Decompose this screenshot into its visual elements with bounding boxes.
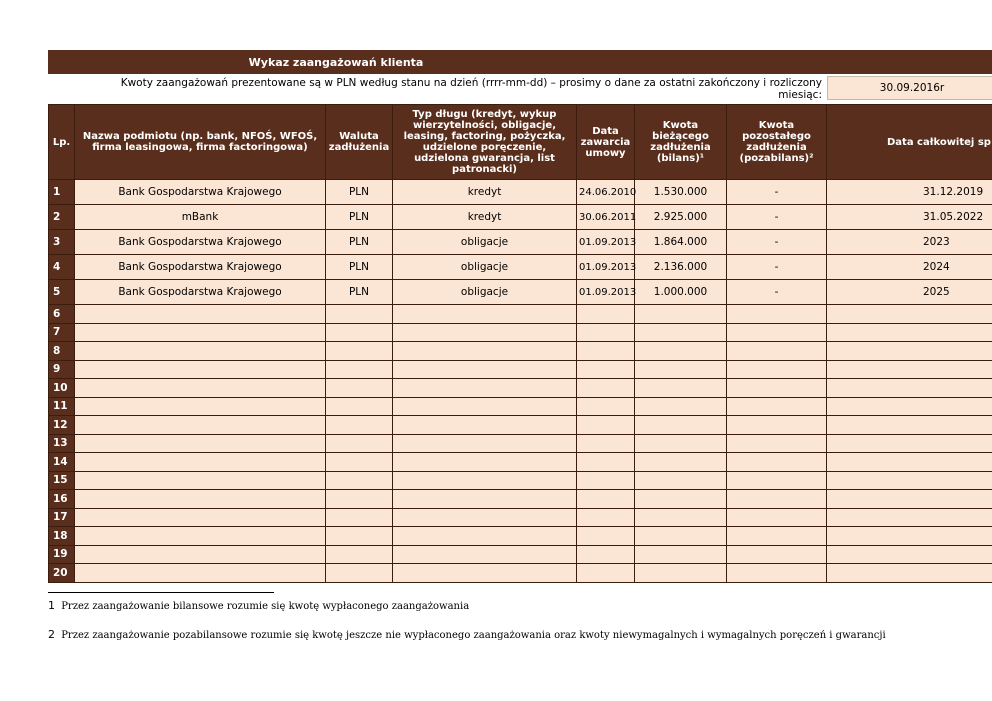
current-amount-cell[interactable] — [635, 360, 727, 379]
contract-date-cell[interactable] — [577, 323, 635, 342]
table-row — [49, 490, 992, 509]
row-number-cell: 16 — [49, 490, 75, 509]
remaining-amount-cell[interactable] — [727, 508, 827, 527]
currency-cell[interactable] — [326, 453, 393, 472]
row-number-cell: 6 — [49, 305, 75, 324]
remaining-amount-cell[interactable] — [727, 453, 827, 472]
currency-cell[interactable] — [326, 527, 393, 546]
contract-date-cell[interactable] — [577, 397, 635, 416]
contract-date-cell[interactable]: 24.06.2010 — [577, 180, 635, 205]
currency-cell[interactable] — [326, 545, 393, 564]
current-amount-cell[interactable] — [635, 545, 727, 564]
currency-cell[interactable]: PLN — [326, 255, 393, 280]
contract-date-cell[interactable] — [577, 490, 635, 509]
entity-cell[interactable] — [75, 453, 326, 472]
current-amount-cell[interactable] — [635, 397, 727, 416]
final-date-cell[interactable]: 2025 — [827, 280, 992, 305]
entity-cell[interactable] — [75, 323, 326, 342]
row-number-cell: 18 — [49, 527, 75, 546]
contract-date-cell[interactable] — [577, 416, 635, 435]
currency-cell[interactable] — [326, 471, 393, 490]
footnote-text: Przez zaangażowanie bilansowe rozumie się kwotę wypłaconego zaangażowania — [61, 601, 470, 612]
currency-cell[interactable] — [326, 397, 393, 416]
remaining-amount-cell[interactable]: - — [727, 180, 827, 205]
table-row — [49, 230, 992, 255]
row-number-cell: 20 — [49, 564, 75, 583]
entity-cell[interactable] — [75, 508, 326, 527]
entity-cell[interactable] — [75, 360, 326, 379]
debt-type-cell[interactable] — [393, 527, 577, 546]
table-row — [49, 180, 992, 205]
entity-cell[interactable] — [75, 397, 326, 416]
current-amount-cell[interactable] — [635, 416, 727, 435]
remaining-amount-cell[interactable] — [727, 397, 827, 416]
remaining-amount-cell[interactable] — [727, 305, 827, 324]
entity-cell[interactable] — [75, 490, 326, 509]
contract-date-cell[interactable] — [577, 564, 635, 583]
entity-cell[interactable]: mBank — [75, 205, 326, 230]
final-date-cell[interactable] — [827, 416, 992, 435]
row-number-cell: 9 — [49, 360, 75, 379]
remaining-amount-cell[interactable] — [727, 342, 827, 361]
currency-cell[interactable] — [326, 305, 393, 324]
header-currency: Waluta zadłużenia — [326, 105, 393, 180]
entity-cell[interactable]: Bank Gospodarstwa Krajowego — [75, 280, 326, 305]
table-row — [49, 397, 992, 416]
info-row — [48, 74, 992, 104]
row-number-cell: 7 — [49, 323, 75, 342]
contract-date-cell[interactable]: 01.09.2013 — [577, 230, 635, 255]
contract-date-cell[interactable] — [577, 545, 635, 564]
row-number-cell: 5 — [49, 280, 75, 305]
currency-cell[interactable] — [326, 379, 393, 398]
entity-cell[interactable] — [75, 564, 326, 583]
entity-cell[interactable]: Bank Gospodarstwa Krajowego — [75, 180, 326, 205]
table-row — [49, 360, 992, 379]
debt-type-cell[interactable] — [393, 323, 577, 342]
debt-type-cell[interactable] — [393, 416, 577, 435]
table-header-row — [49, 105, 992, 180]
table-row — [49, 323, 992, 342]
final-date-cell[interactable] — [827, 471, 992, 490]
info-text: Kwoty zaangażowań prezentowane są w PLN według stanu na dzień (rrrr-mm-dd) – prosimy o dane za ostatni zakończony i rozliczony miesiąc: — [120, 77, 822, 101]
remaining-amount-cell[interactable]: - — [727, 255, 827, 280]
table-row — [49, 471, 992, 490]
entity-cell[interactable] — [75, 471, 326, 490]
remaining-amount-cell[interactable] — [727, 416, 827, 435]
currency-cell[interactable] — [326, 416, 393, 435]
debt-type-cell[interactable]: obligacje — [393, 255, 577, 280]
final-date-cell[interactable] — [827, 545, 992, 564]
remaining-amount-cell[interactable]: - — [727, 280, 827, 305]
footnote-text: Przez zaangażowanie pozabilansowe rozumie się kwotę jeszcze nie wypłaconego zaangażowania oraz kwoty niewymagalnych i wymagalnych poręczeń i gwarancji — [61, 630, 886, 641]
current-amount-cell[interactable] — [635, 323, 727, 342]
contract-date-cell[interactable]: 30.06.2011 — [577, 205, 635, 230]
currency-cell[interactable] — [326, 434, 393, 453]
debt-type-cell[interactable] — [393, 379, 577, 398]
remaining-amount-cell[interactable] — [727, 323, 827, 342]
current-amount-cell[interactable]: 1.530.000 — [635, 180, 727, 205]
final-date-cell[interactable] — [827, 305, 992, 324]
contract-date-cell[interactable] — [577, 434, 635, 453]
header-lp: Lp. — [49, 105, 75, 180]
current-amount-cell[interactable] — [635, 527, 727, 546]
final-date-cell[interactable]: 2023 — [827, 230, 992, 255]
footnotes — [48, 592, 978, 657]
row-number-cell: 12 — [49, 416, 75, 435]
debt-type-cell[interactable]: obligacje — [393, 280, 577, 305]
current-amount-cell[interactable] — [635, 379, 727, 398]
contract-date-cell[interactable] — [577, 305, 635, 324]
entity-cell[interactable] — [75, 434, 326, 453]
final-date-cell[interactable] — [827, 342, 992, 361]
header-entity: Nazwa podmiotu (np. bank, NFOŚ, WFOŚ, firma leasingowa, firma factoringowa) — [75, 105, 326, 180]
row-number-cell: 15 — [49, 471, 75, 490]
current-amount-cell[interactable]: 2.925.000 — [635, 205, 727, 230]
final-date-cell[interactable] — [827, 508, 992, 527]
table-row — [49, 416, 992, 435]
row-number-cell: 19 — [49, 545, 75, 564]
debt-type-cell[interactable] — [393, 360, 577, 379]
contract-date-cell[interactable] — [577, 527, 635, 546]
header-debt-type: Typ długu (kredyt, wykup wierzytelności, obligacje, leasing, factoring, pożyczka, udzielone poręczenie, udzielona gwarancja, list patronacki) — [393, 105, 577, 180]
entity-cell[interactable] — [75, 545, 326, 564]
current-amount-cell[interactable] — [635, 508, 727, 527]
current-amount-cell[interactable] — [635, 564, 727, 583]
remaining-amount-cell[interactable] — [727, 527, 827, 546]
table-row — [49, 527, 992, 546]
row-number-cell: 14 — [49, 453, 75, 472]
debt-type-cell[interactable] — [393, 453, 577, 472]
header-contract-date: Data zawarcia umowy — [577, 105, 635, 180]
contract-date-cell[interactable]: 01.09.2013 — [577, 255, 635, 280]
debt-type-cell[interactable] — [393, 434, 577, 453]
table-row — [49, 305, 992, 324]
table-row — [49, 255, 992, 280]
remaining-amount-cell[interactable] — [727, 379, 827, 398]
entity-cell[interactable]: Bank Gospodarstwa Krajowego — [75, 230, 326, 255]
current-amount-cell[interactable] — [635, 471, 727, 490]
header-remaining-amount: Kwota pozostałego zadłużenia (pozabilans)² — [727, 105, 827, 180]
row-number-cell: 17 — [49, 508, 75, 527]
currency-cell[interactable]: PLN — [326, 280, 393, 305]
debt-type-cell[interactable]: kredyt — [393, 180, 577, 205]
table-row — [49, 564, 992, 583]
contract-date-cell[interactable] — [577, 379, 635, 398]
footnote-number: 1 — [48, 599, 55, 612]
debt-type-cell[interactable] — [393, 490, 577, 509]
currency-cell[interactable]: PLN — [326, 180, 393, 205]
debt-type-cell[interactable] — [393, 397, 577, 416]
remaining-amount-cell[interactable] — [727, 434, 827, 453]
table-row — [49, 508, 992, 527]
current-amount-cell[interactable] — [635, 434, 727, 453]
current-amount-cell[interactable] — [635, 453, 727, 472]
footnote-2 — [48, 628, 978, 641]
currency-cell[interactable] — [326, 490, 393, 509]
currency-cell[interactable]: PLN — [326, 205, 393, 230]
title-bar — [48, 50, 992, 74]
current-amount-cell[interactable]: 1.864.000 — [635, 230, 727, 255]
contract-date-cell[interactable] — [577, 471, 635, 490]
current-amount-cell[interactable]: 1.000.000 — [635, 280, 727, 305]
contract-date-cell[interactable] — [577, 453, 635, 472]
row-number-cell: 4 — [49, 255, 75, 280]
row-number-cell: 11 — [49, 397, 75, 416]
debt-type-cell[interactable] — [393, 545, 577, 564]
final-date-cell[interactable] — [827, 323, 992, 342]
final-date-cell[interactable] — [827, 453, 992, 472]
current-amount-cell[interactable] — [635, 342, 727, 361]
table-row — [49, 453, 992, 472]
remaining-amount-cell[interactable] — [727, 564, 827, 583]
report-date-cell[interactable]: 30.09.2016r — [827, 76, 992, 100]
final-date-cell[interactable] — [827, 360, 992, 379]
final-date-cell[interactable] — [827, 527, 992, 546]
row-number-cell: 2 — [49, 205, 75, 230]
debt-type-cell[interactable] — [393, 342, 577, 361]
entity-cell[interactable] — [75, 342, 326, 361]
row-number-cell: 10 — [49, 379, 75, 398]
footnote-divider — [48, 592, 274, 593]
final-date-cell[interactable] — [827, 564, 992, 583]
current-amount-cell[interactable]: 2.136.000 — [635, 255, 727, 280]
final-date-cell[interactable]: 2024 — [827, 255, 992, 280]
contract-date-cell[interactable] — [577, 508, 635, 527]
debt-type-cell[interactable]: kredyt — [393, 205, 577, 230]
debt-type-cell[interactable] — [393, 471, 577, 490]
contract-date-cell[interactable] — [577, 360, 635, 379]
row-number-cell: 3 — [49, 230, 75, 255]
table-row — [49, 342, 992, 361]
page-title: Wykaz zaangażowań klienta — [248, 55, 424, 69]
entity-cell[interactable]: Bank Gospodarstwa Krajowego — [75, 255, 326, 280]
entity-cell[interactable] — [75, 527, 326, 546]
row-number-cell: 13 — [49, 434, 75, 453]
currency-cell[interactable] — [326, 360, 393, 379]
remaining-amount-cell[interactable] — [727, 545, 827, 564]
table-row — [49, 280, 992, 305]
entity-cell[interactable] — [75, 416, 326, 435]
table-row — [49, 434, 992, 453]
table-row — [49, 205, 992, 230]
footnote-number: 2 — [48, 628, 55, 641]
final-date-cell[interactable] — [827, 397, 992, 416]
debt-type-cell[interactable] — [393, 508, 577, 527]
remaining-amount-cell[interactable] — [727, 490, 827, 509]
remaining-amount-cell[interactable] — [727, 471, 827, 490]
currency-cell[interactable] — [326, 564, 393, 583]
header-current-amount: Kwota bieżącego zadłużenia (bilans)¹ — [635, 105, 727, 180]
commitments-table — [48, 104, 992, 583]
remaining-amount-cell[interactable]: - — [727, 230, 827, 255]
spreadsheet-sheet — [48, 50, 992, 583]
debt-type-cell[interactable] — [393, 305, 577, 324]
row-number-cell: 1 — [49, 180, 75, 205]
currency-cell[interactable] — [326, 342, 393, 361]
remaining-amount-cell[interactable] — [727, 360, 827, 379]
entity-cell[interactable] — [75, 379, 326, 398]
row-number-cell: 8 — [49, 342, 75, 361]
footnote-1 — [48, 599, 978, 612]
remaining-amount-cell[interactable]: - — [727, 205, 827, 230]
final-date-cell[interactable] — [827, 490, 992, 509]
contract-date-cell[interactable] — [577, 342, 635, 361]
final-date-cell[interactable]: 31.12.2019 — [827, 180, 992, 205]
contract-date-cell[interactable]: 01.09.2013 — [577, 280, 635, 305]
entity-cell[interactable] — [75, 305, 326, 324]
current-amount-cell[interactable] — [635, 490, 727, 509]
debt-type-cell[interactable]: obligacje — [393, 230, 577, 255]
currency-cell[interactable]: PLN — [326, 230, 393, 255]
table-row — [49, 545, 992, 564]
debt-type-cell[interactable] — [393, 564, 577, 583]
table-row — [49, 379, 992, 398]
final-date-cell[interactable] — [827, 379, 992, 398]
currency-cell[interactable] — [326, 323, 393, 342]
current-amount-cell[interactable] — [635, 305, 727, 324]
final-date-cell[interactable]: 31.05.2022 — [827, 205, 992, 230]
header-final-date: Data całkowitej sp — [827, 105, 992, 180]
currency-cell[interactable] — [326, 508, 393, 527]
final-date-cell[interactable] — [827, 434, 992, 453]
